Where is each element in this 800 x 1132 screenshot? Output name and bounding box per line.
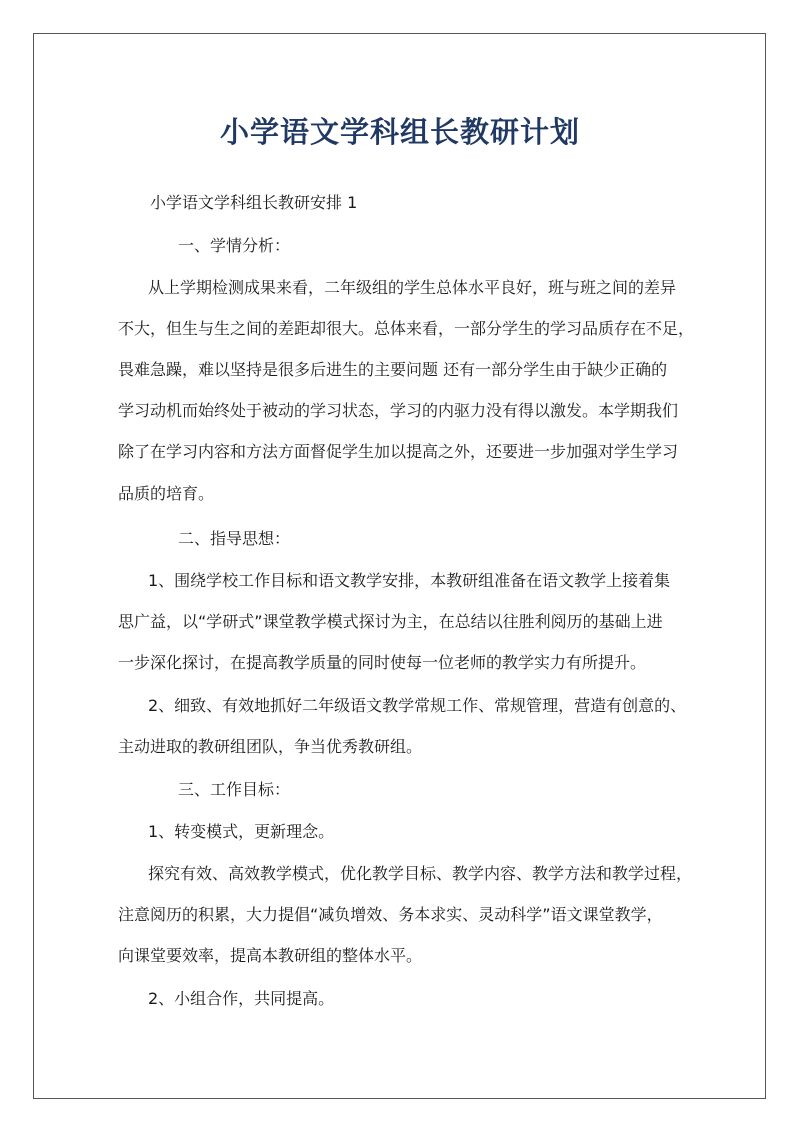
paragraph-line: 向课堂要效率，提高本教研组的整体水平。: [118, 946, 423, 965]
paragraph-line: 2、小组合作，共同提高。: [148, 989, 335, 1008]
paragraph-line: 除了在学习内容和方法方面督促学生加以提高之外，还要进一步加强对学生学习: [118, 442, 679, 461]
paragraph-line: 一步深化探讨，在提高教学质量的同时使每一位老师的教学实力有所提升。: [118, 653, 647, 672]
paragraph-line: 学习动机而始终处于被动的学习状态，学习的内驱力没有得以激发。本学期我们: [118, 401, 679, 420]
paragraph-line: 畏难急躁，难以坚持是很多后进生的主要问题 还有一部分学生由于缺少正确的: [118, 360, 668, 379]
paragraph-line: 思广益，以“学研式”课堂教学模式探讨为主，在总结以往胜利阅历的基础上进: [118, 612, 663, 631]
subheading: 二、指导思想：: [178, 529, 291, 548]
paragraph-line: 探究有效、高效教学模式，优化教学目标、教学内容、教学方法和教学过程，: [148, 864, 693, 883]
paragraph-line: 主动进取的教研组团队，争当优秀教研组。: [118, 737, 423, 756]
subheading: 三、工作目标：: [178, 780, 291, 799]
paragraph-line: 2、细致、有效地抓好二年级语文教学常规工作、常规管理，营造有创意的、: [148, 696, 687, 715]
subheading: 一、学情分析：: [178, 236, 291, 255]
section-heading: 小学语文学科组长教研安排 1: [150, 193, 358, 212]
paragraph-line: 品质的培育。: [118, 484, 215, 503]
paragraph-line: 注意阅历的积累，大力提倡“减负增效、务本求实、灵动科学”语文课堂教学，: [118, 905, 663, 924]
paragraph-line: 从上学期检测成果来看，二年级组的学生总体水平良好，班与班之间的差异: [148, 278, 677, 297]
paragraph-line: 1、围绕学校工作目标和语文教学安排，本教研组准备在语文教学上接着集: [148, 571, 671, 590]
paragraph-line: 1、转变模式，更新理念。: [148, 822, 335, 841]
paragraph-line: 不大，但生与生之间的差距却很大。总体来看，一部分学生的学习品质存在不足，: [118, 319, 695, 338]
document-title: 小学语文学科组长教研计划: [219, 115, 580, 149]
